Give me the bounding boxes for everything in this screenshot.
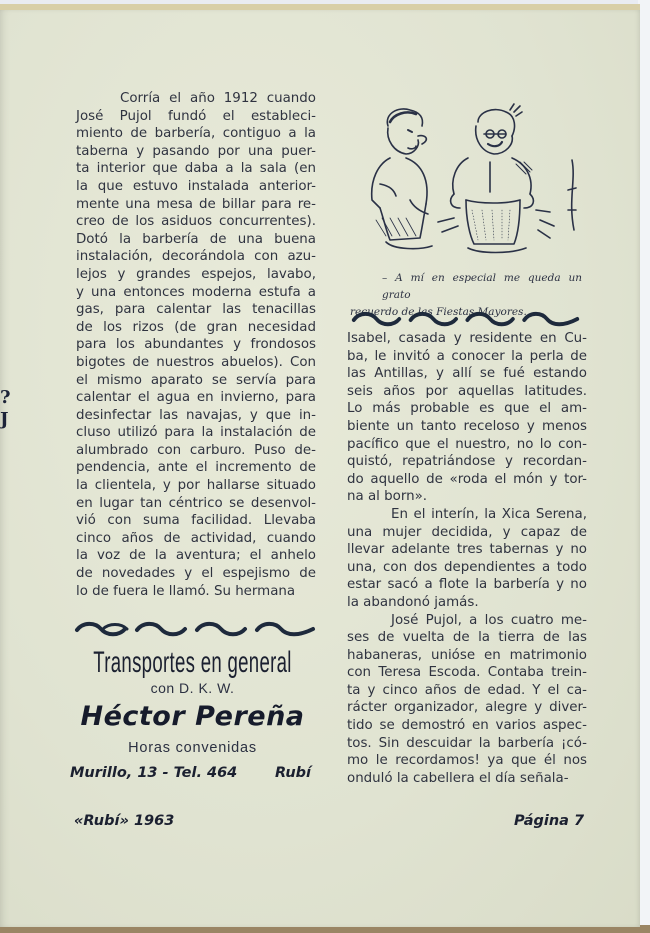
ad-address-row [70,765,315,781]
text-line: de novedades y el espejismo de [76,566,316,582]
bleed-through-marks [0,387,16,437]
text-line: na al born». [347,489,428,505]
text-line: mo le recordamos! ya que él nos [347,753,587,769]
text-line: estar sacó a flote la barbería y no [347,577,587,593]
right-column-text [347,330,587,787]
text-line: vió con suma facilidad. Llevaba [76,513,316,529]
text-line: para los abundantes y frondosos [76,337,316,353]
text-line: la que estuvo instalada anterior- [76,178,316,194]
text-line: rácter organizador, alegre y diver- [347,700,587,716]
text-line: cluso utilizó para la instalación de [76,425,316,441]
text-line: llevar adelante tres tabernas y no [347,542,587,558]
text-line: con Teresa Escoda. Contaba trein- [347,665,587,681]
text-line: una, con dos dependientes a todo [347,559,587,575]
text-line: mente una mesa de billar para re- [76,196,316,212]
ad-address: Murillo, 13 - Tel. 464 [70,765,238,781]
left-column-text [76,90,316,600]
text-line: creo de los asiduos concurrentes). [76,214,316,230]
text-line: bigotes de nuestros abuelos). Con [76,354,316,370]
text-line: gas, para calentar las tenacillas [76,302,316,318]
text-line: José Pujol, a los cuatro me- [391,612,587,628]
ad-title: Transportes en general [93,646,292,679]
text-line: onduló la cabellera el día señala- [347,770,569,786]
ribbon-ornament-icon [350,310,582,328]
text-line: de los rizos (de gran necesidad [76,319,316,335]
text-line: Dotó la barbería de una buena [76,231,316,247]
text-line: pendencia, ante el incremento de [76,460,316,476]
text-line: pacífico que el nuestro, no lo con- [347,436,587,452]
caption-line: – A mí en especial me queda un grato [382,272,582,301]
text-line: calentar el agua en invierno, para [76,390,316,406]
text-line: do aquello de «roda el món y tor- [347,471,587,487]
text-line: tido se demostró en varios aspec- [347,718,587,734]
publication-footer: «Rubí» 1963 [74,813,175,829]
text-line: José Pujol fundó el estableci- [76,108,316,124]
text-line: ses de vuelta de la tierra de las [347,630,587,646]
edge-mark: J [0,409,9,430]
text-line: instalación, decorándola con azu- [76,249,316,265]
text-line: ta y cinco años de edad. Y el ca- [347,682,587,698]
text-line: desinfectar las navajas, y que in- [76,407,316,423]
ad-hours: Horas convenidas [128,740,257,756]
text-line: en lugar tan céntrico se desenvol- [76,495,316,511]
text-line: las Antillas, y allí se fué estando [347,366,587,382]
text-line: habaneras, unióse en matrimonio [347,647,587,663]
text-line: tos. Sin descuidar la barbería ¡có- [347,735,587,751]
text-line: Corría el año 1912 cuando [120,91,316,106]
text-line: la abandonó jamás. [347,594,479,610]
advertisement [70,645,315,781]
text-line: la clientela, y por hallarse situado [76,478,316,494]
text-line: miento de barbería, contiguo a la [76,126,316,142]
edge-mark: ? [0,387,11,408]
text-line: una mujer decidida, y capaz de [347,524,587,540]
text-line: taberna y pasando por una puer- [76,143,316,159]
text-line: En el interín, la Xica Serena, [391,506,587,522]
text-line: y una entonces moderna estufa a [76,284,316,300]
ad-subtitle: con D. K. W. [150,680,235,696]
text-line: alumbrado con carburo. Puso de- [76,442,316,458]
text-line: Lo más probable es que el am- [347,401,587,417]
text-line: quistó, repatriándose y recordan- [347,454,587,470]
text-line: seis años por aquellas latitudes. [347,383,587,399]
ad-town: Rubí [274,765,311,781]
text-line: ba, le invitó a conocer la perla de [347,348,587,364]
ad-company-name: Héctor Pereña [80,701,305,732]
text-line: Isabel, casada y residente en Cu- [347,331,587,346]
cartoon-illustration [350,100,590,260]
text-line: cinco años de actividad, cuando [76,530,316,546]
caption-line: recuerdo de las Fiestas Mayores. [350,306,527,318]
text-line: biente un tanto receloso y menos [347,418,587,434]
text-line: el mismo aparato se servía para [76,372,316,388]
page-top-edge [0,4,640,10]
text-line: lejos y grandes espejos, lavabo, [76,266,316,282]
text-line: la voz de la aventura; el anhelo [76,548,316,564]
text-line: lo de fuera le llamó. Su hermana [76,583,296,599]
ribbon-ornament-icon [73,620,318,638]
page-number: Página 7 [514,813,585,829]
text-line: ta interior que daba a la sala (en [76,161,316,177]
